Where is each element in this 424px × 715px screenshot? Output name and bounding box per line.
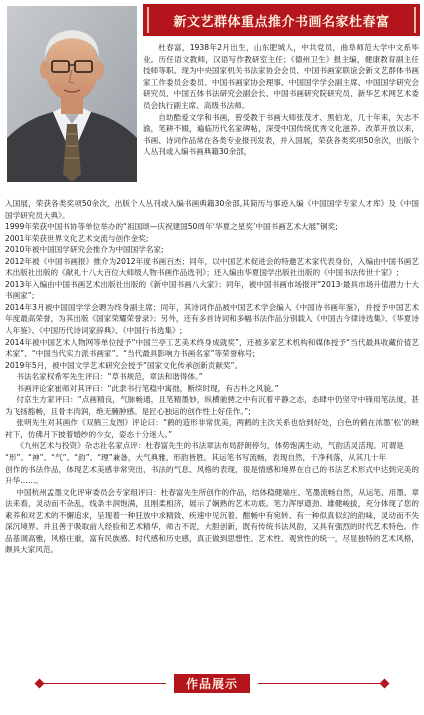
works-banner [0,674,424,692]
paragraph: 2019年5月，被中国文学艺术研究会授予“国家文化传承创新贡献奖”。 [5,360,243,370]
main-text-block [5,198,419,556]
paragraph: 书画评论家崔师对其评曰：“此隶书行笔稳中寓拙，断续时现，有古朴之风貌。” [16,383,279,393]
diamond-ornament-icon [380,679,390,689]
paragraph: 1999年荣获中国书协等单位举办的“祖国颂—庆祝建国50周年‘华夏之星奖’中国书画艺术大展”铜奖; [5,222,338,232]
paragraph: 付京生方家评曰：“点画精良，气脉畅通，且笔精墨妙，纵横驰骋之中有沉着平静之态，态肆中仍坚守中锋用笔法度，甚为飞扬豁畅，且骨丰肉润，绝无臃肿感。是匠心独运的创作性上好佳作。”; [5,395,419,416]
title-banner [143,4,420,36]
bio-intro-block [143,42,419,158]
paragraph: 入国展，荣获各类奖项50余次，出版个人丛刊或入编书画典籍30余部,其简历与事迹入编《中国国学专家人才库》及《中国国学研究员大典》。 [5,199,419,220]
paragraph: 2012年被《中国书画报》推介为2012年度书画百杰；同年，以中国艺术促进会的特邀艺术家代表身份，入编由中国书画艺术出版社出版的《献礼十八大百位大师级人物书画作品选刊》；还入编由华夏国学出版社出版的《中国书法传世十家》; [5,256,419,278]
bio-self: 自幼酷爱文学和书画，曾受教于书画大师张茂才、黑伯龙，几十年来，矢志不渝，笔耕不辍，遍临历代名家碑帖，深受中国传统优秀文化滋养。改革开放以来，书画、诗词作品常在各类专业报刊发表，并入国展，荣获各类奖项50余次，出版个人丛刊或入编书画典籍30余部， [143,112,419,157]
paragraph: “形”、“神”、“气”、“韵”、“理”兼备，大气典雅，形韵皆胜。其运笔书写流畅，表现自然，千净利落，从其几十年 [5,453,387,463]
works-heading: 作品展示 [174,674,250,693]
paragraph: 2010年被中国国学研究会推介为中国国学名家; [5,245,164,255]
divider-line [258,683,384,684]
paragraph: 创作的书法作品，体现艺术美感非常突出，书法的气息、风格的表现，很是情感和境界在自己的书法艺术形式中达到完美的升华……。 [5,464,419,486]
portrait-illustration [7,6,137,182]
page-title: 新文艺群体重点推介书画名家杜春富 [173,14,390,30]
paragraph: 《九州艺术与投资》杂志社名家点评：杜春富先生的书法章法布局舒朗停匀，体势饱满生动，气韵活灵活现。可谓是 [16,441,404,451]
bio-intro: 杜春富，1938年2月出生，山东肥城人，中共党员，曲阜师范大学中文系毕业。历任语文教师，汉语写作教研室主任；《德州卫生》报主编，健康教育副主任技师等职。现为中央国家机关书法家协会会员、中国书画家联谊会新文艺群体书画家工作委员会委员、中国书画家协会理事、中国国学学会副主席、中国国学研究会研究员、中国五体书法研究会副会长、中国书画研究院研究员、新华艺术网艺术委员会执行副主席、高级书法师。 [143,43,419,110]
paragraph: 张明先生对其画作《双鹤三友图》评论曰：“鹤的造形非常优美，两鹤的主次关系也恰到好处，白色的鹤在浓墨‘松’的映衬下，仿佛月下披着婚纱的少女，姿态十分迷人。” [5,418,419,439]
paragraph: 2001年荣获世界文化艺术交流与创作金奖; [5,233,149,243]
portrait-photo [7,6,137,182]
paragraph: 中国杭州孟墨文化评审委员会专家组评曰：杜春富先生所创作的作品，结体稳健端庄、笔墨流畅自然，从运笔、用墨、章法来看，灵动而不杂乱，线条丰润饱满，且刚柔相济，展示了娴熟的艺术功底。笔力浑厚遒劲、雄健峻拔，充分体现了您的素养和对艺术的不懈追求，呈现着一种狂放中求精致、疾速中见沉着、酣畅中有宛转、有一种似真似幻的韵味，灵动而不失深沉境界。并且善于吸取前人经验和艺术精华，师古不泥，大胆创新，既有传统书法风韵，又具有强烈的时代艺术特色。作品基调高雅，风格庄重，富有民族感、时代感和历史感，真正做到思想性、艺术性、观赏性的统一，尽显独特的艺术风格，颇具大家风范。 [5,487,419,555]
paragraph: 2014年3月被中国国学学会聘为终身副主席；同年，其诗词作品被中国艺术学会编入《中国诗书画年鉴》，并授予中国艺术年度最高荣誉，为其出版《国家荣耀荣誉录》；另外，还有多首诗词和多幅书法作品分别载入《中国古今律诗选集》、《华夏诗人年鉴》、《中国历代诗词家辞典》、《中国行书选集》; [5,302,419,336]
paragraph: 2014年被中国艺术人物网等单位授予“中国兰亭工艺美术终身成就奖”，还被多家艺术机构和媒体授予“当代最具收藏价值艺术家”、“中国当代实力派书画家”、“当代最具影响力书画名家”等荣誉称号; [5,337,419,359]
paragraph: 2013年入编由中国书画艺术出版社出版的《新中国书画八大家》；同年，被中国书画市场报评“2013·最具市场升值潜力十大书画家”; [5,279,419,301]
paragraph: 书法名家权希军先生评曰：“草书规范，章法和谐得体。” [16,372,203,382]
divider-line [40,683,166,684]
